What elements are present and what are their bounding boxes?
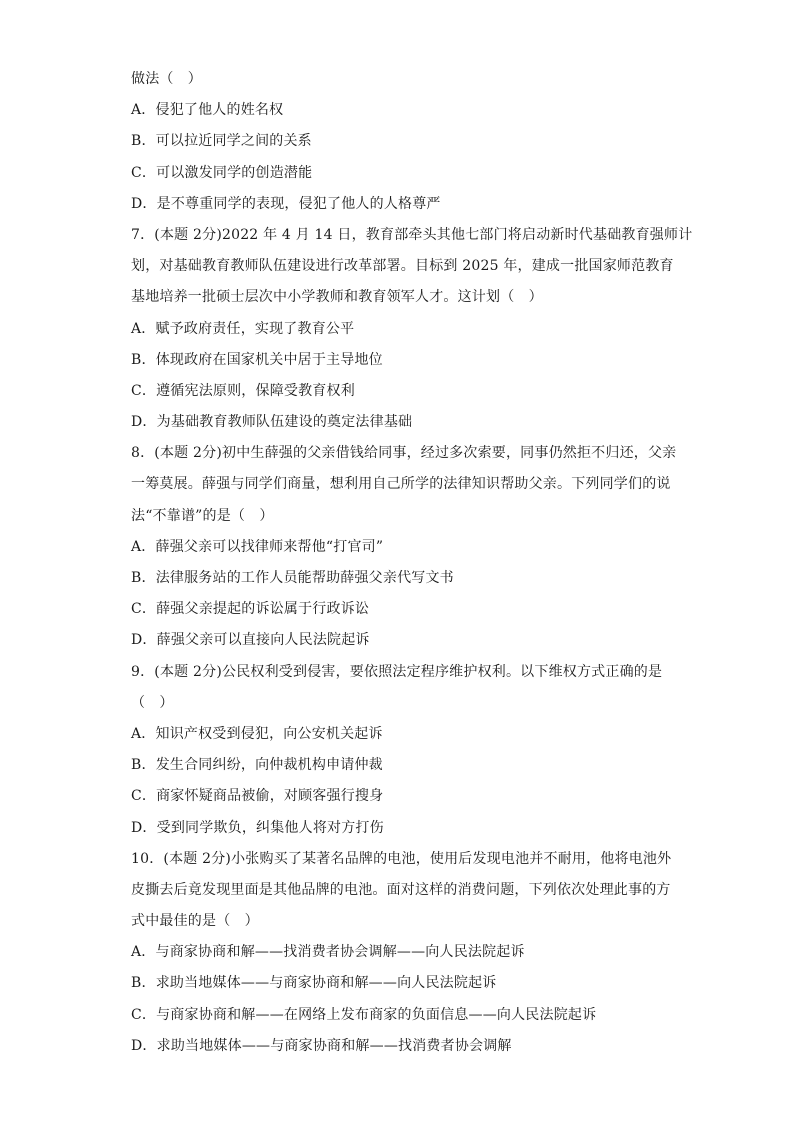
question-7-option-b: B．体现政府在国家机关中居于主导地位 xyxy=(131,351,383,368)
question-7-stem-line-3: 基地培养一批硕士层次中小学教师和教育领军人才。这计划（ ） xyxy=(131,289,543,306)
question-8-option-b: B．法律服务站的工作人员能帮助薛强父亲代写文书 xyxy=(131,570,454,586)
question-8-stem-line-3: 法“不靠谱”的是（ ） xyxy=(131,507,274,524)
question-10-option-c: C．与商家协商和解——在网络上发布商家的负面信息——向人民法院起诉 xyxy=(131,1006,597,1023)
question-8-stem-line-2: 一筹莫展。薛强与同学们商量，想利用自己所学的法律知识帮助父亲。下列同学们的说 xyxy=(131,476,671,493)
question-9-stem-line-2: （ ） xyxy=(131,694,174,711)
question-10-stem-line-3: 式中最佳的是（ ） xyxy=(131,913,259,930)
question-8-option-a: A．薛强父亲可以找律师来帮他“打官司” xyxy=(131,538,384,555)
question-7-option-c: C．遵循宪法原则，保障受教育权利 xyxy=(131,382,355,399)
question-7-option-a: A．赋予政府责任，实现了教育公平 xyxy=(131,320,355,337)
question-9-option-a: A．知识产权受到侵犯，向公安机关起诉 xyxy=(131,725,383,742)
question-6-option-d: D．是不尊重同学的表现，侵犯了他人的人格尊严 xyxy=(131,195,441,212)
question-10-option-a: A．与商家协商和解——找消费者协会调解——向人民法院起诉 xyxy=(131,944,525,961)
question-6-stem-end: 做法（ ） xyxy=(131,71,202,87)
question-9-option-d: D．受到同学欺负，纠集他人将对方打伤 xyxy=(131,819,384,836)
question-6-option-b: B．可以拉近同学之间的关系 xyxy=(131,133,312,150)
question-9-stem-line-1: 9．(本题 2分)公民权利受到侵害，要依照法定程序维护权利。以下维权方式正确的是 xyxy=(131,663,663,680)
question-8-option-d: D．薛强父亲可以直接向人民法院起诉 xyxy=(131,632,370,649)
question-6-option-a: A．侵犯了他人的姓名权 xyxy=(131,102,284,119)
question-10-stem-line-1: 10．(本题 2分)小张购买了某著名品牌的电池，使用后发现电池并不耐用，他将电池外 xyxy=(131,850,672,867)
document-body xyxy=(131,64,693,1062)
question-10-option-b: B．求助当地媒体——与商家协商和解——向人民法院起诉 xyxy=(131,975,497,992)
question-10-option-d: D．求助当地媒体——与商家协商和解——找消费者协会调解 xyxy=(131,1037,512,1054)
question-7-stem-line-2: 划，对基础教育教师队伍建设进行改革部署。目标到 2025 年，建成一批国家师范教育 xyxy=(131,258,674,275)
question-6-option-c: C．可以激发同学的创造潜能 xyxy=(131,164,313,181)
question-8-stem-line-1: 8．(本题 2分)初中生薛强的父亲借钱给同事，经过多次索要，同事仍然拒不归还，父亲 xyxy=(131,445,677,462)
question-9-option-c: C．商家怀疑商品被偷，对顾客强行搜身 xyxy=(131,788,384,805)
question-7-option-d: D．为基础教育教师队伍建设的奠定法律基础 xyxy=(131,414,413,431)
question-10-stem-line-2: 皮撕去后竟发现里面是其他品牌的电池。面对这样的消费问题，下列依次处理此事的方 xyxy=(131,881,671,898)
question-9-option-b: B．发生合同纠纷，向仲裁机构申请仲裁 xyxy=(131,757,383,774)
question-8-option-c: C．薛强父亲提起的诉讼属于行政诉讼 xyxy=(131,601,370,618)
question-7-stem-line-1: 7．(本题 2分)2022 年 4 月 14 日，教育部牵头其他七部门将启动新时代基础教育强师计 xyxy=(131,226,693,243)
